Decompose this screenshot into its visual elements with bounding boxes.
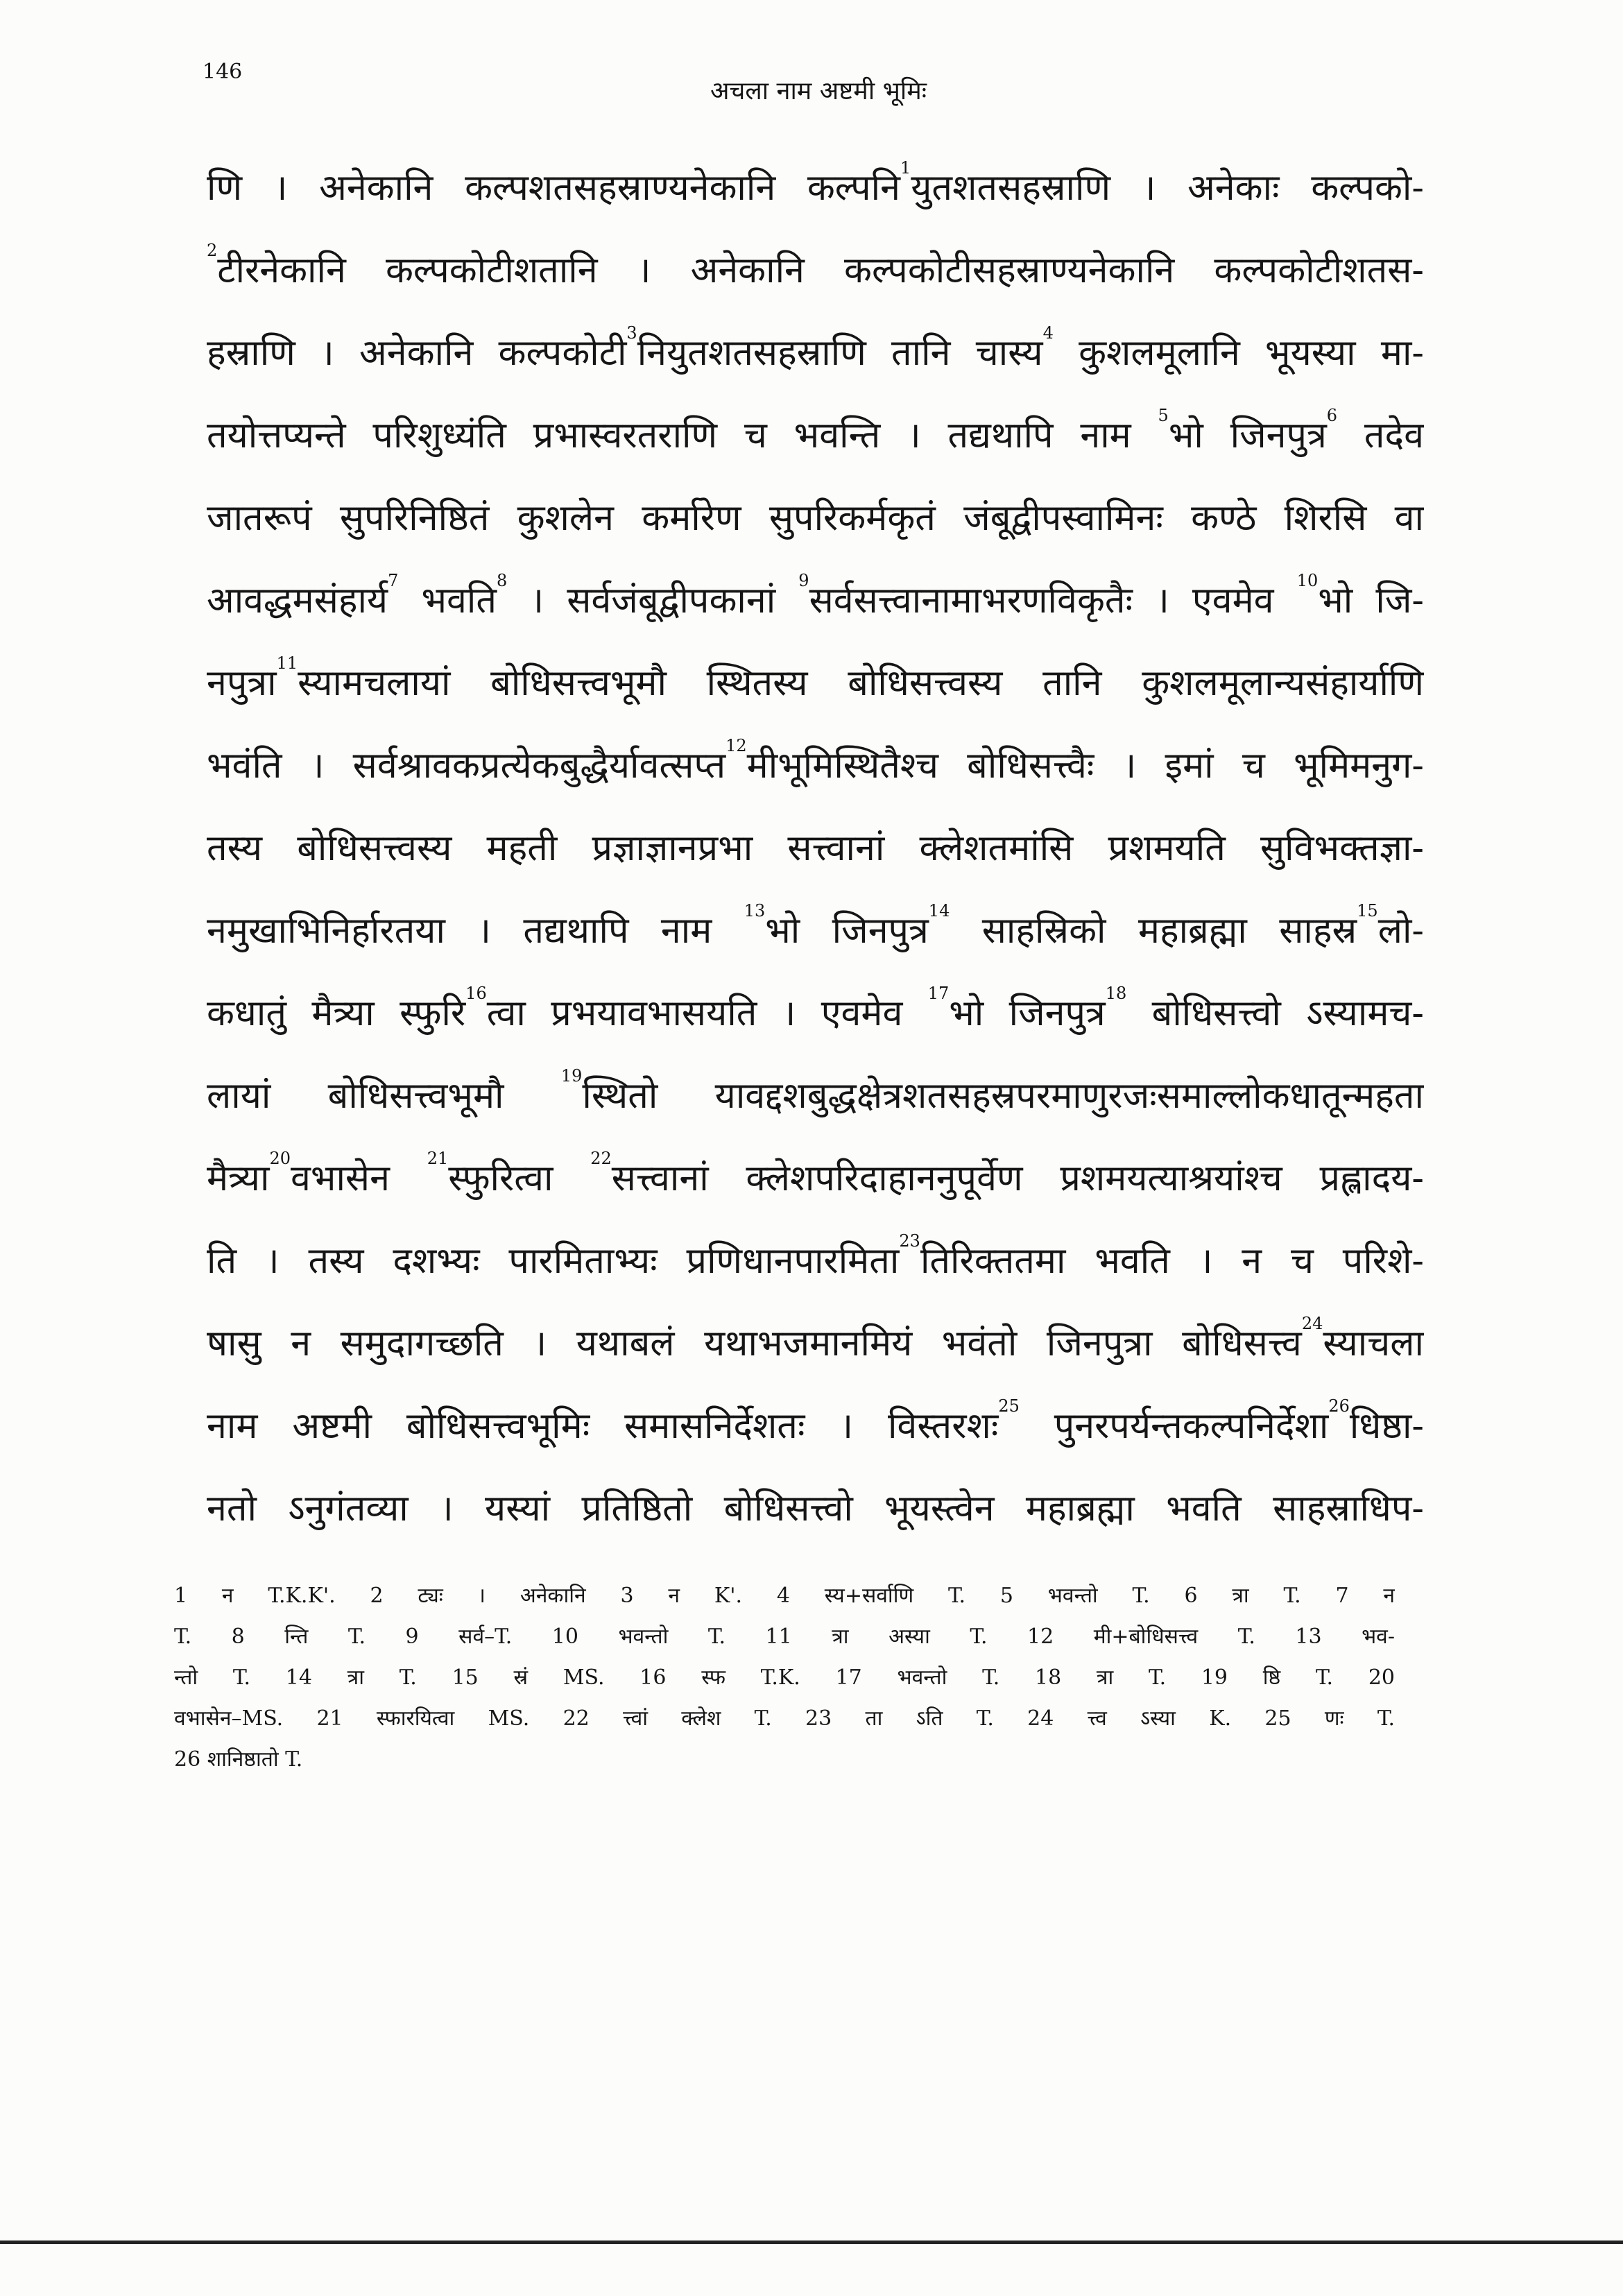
text-segment: साहस्रिको महाब्रह्मा साहस्र [950, 910, 1357, 952]
text-segment: मैत्र्या [207, 1158, 270, 1199]
footnote-marker: 24 [1301, 1314, 1323, 1333]
text-segment: नतो ऽनुगंतव्या । यस्यां प्रतिष्ठितो बोधिसत्त्वो भूयस्त्वेन महाब्रह्मा भवति साहस्राधिप- [207, 1488, 1424, 1530]
text-segment: कुशलमूलानि भूयस्या मा- [1053, 332, 1424, 374]
text-segment: लो- [1377, 910, 1424, 952]
footnote-marker: 13 [744, 901, 766, 920]
text-segment: भो जिनपुत्र [949, 993, 1106, 1034]
text-segment: जातरूपं सुपरिनिष्ठितं कुशलेन कर्मारेण सुपरिकर्मकृतं जंबूद्वीपस्वामिनः कण्ठे शिरसि वा [207, 497, 1424, 539]
footnote-marker: 26 [1328, 1396, 1350, 1416]
text-line [207, 477, 1424, 560]
text-segment: नाम अष्टमी बोधिसत्त्वभूमिः समासनिर्देशतः । विस्तरशः [207, 1405, 999, 1447]
text-segment: तिरिक्ततमा भवति । न च परिशे- [920, 1240, 1424, 1282]
text-line [207, 1468, 1424, 1550]
footnote-marker: 20 [269, 1149, 291, 1168]
text-segment: नपुत्रा [207, 662, 277, 704]
text-line [207, 725, 1424, 807]
text-segment: नियुतशतसहस्राणि तानि चास्य [637, 332, 1043, 374]
footnote-marker: 21 [427, 1149, 449, 1168]
text-segment: त्वा प्रभयावभासयति । एवमेव [486, 993, 928, 1034]
footnote-marker: 17 [927, 984, 950, 1003]
footnote-marker: 18 [1105, 984, 1127, 1003]
text-segment: आवद्धमसंहार्य [207, 580, 388, 622]
text-line [207, 230, 1424, 312]
text-segment: सत्त्वानां क्लेशपरिदाहाननुपूर्वेण प्रशमयत्याश्रयांश्च प्रह्लादय- [611, 1158, 1424, 1199]
text-line [207, 1055, 1424, 1138]
text-segment: तयोत्तप्यन्ते परिशुध्यंति प्रभास्वरतराणि च भवन्ति । तद्यथापि नाम [207, 415, 1158, 456]
text-line [207, 1138, 1424, 1220]
text-segment: । सर्वजंबूद्वीपकानां [507, 580, 799, 622]
footnote-marker: 6 [1326, 406, 1338, 425]
text-line [207, 312, 1424, 395]
text-segment: स्फुरित्वा [448, 1158, 591, 1199]
footnotes [174, 1575, 1395, 1780]
footnote-line: न्तो T. 14 त्रा T. 15 स्रं MS. 16 स्फ T.K. 17 भवन्तो T. 18 त्रा T. 19 ष्ठि T. 20 [174, 1665, 1395, 1690]
text-line [207, 395, 1424, 477]
text-segment: षासु न समुदागच्छति । यथाबलं यथाभजमानमियं भवंतो जिनपुत्रा बोधिसत्त्व [207, 1323, 1302, 1364]
text-segment: तदेव [1337, 415, 1424, 456]
text-segment: भवंति । सर्वश्रावकप्रत्येकबुद्धैर्यावत्सप्त [207, 745, 726, 787]
page-number: 146 [203, 60, 243, 84]
footnote-marker: 23 [899, 1231, 920, 1251]
text-line [207, 1220, 1424, 1303]
text-segment: मीभूमिस्थितैश्च बोधिसत्त्वैः । इमां च भूमिमनुग- [746, 745, 1424, 787]
text-segment: लायां बोधिसत्त्वभूमौ [207, 1075, 561, 1117]
text-segment: धिष्ठा- [1349, 1405, 1424, 1447]
text-segment: स्याचला [1323, 1323, 1424, 1364]
footnote-marker: 3 [626, 323, 637, 343]
text-segment: भो जिनपुत्र [765, 910, 929, 952]
footnote-marker: 22 [590, 1149, 612, 1168]
footnote-marker: 2 [207, 241, 218, 260]
text-segment: बोधिसत्त्वो ऽस्यामच- [1126, 993, 1424, 1034]
bottom-rule [0, 2241, 1623, 2244]
text-segment: नमुखाभिनिर्हारतया । तद्यथापि नाम [207, 910, 744, 952]
text-segment: स्यामचलायां बोधिसत्त्वभूमौ स्थितस्य बोधिसत्त्वस्य तानि कुशलमूलान्यसंहार्याणि [298, 662, 1424, 704]
text-segment: भो जि- [1318, 580, 1424, 622]
footnote-marker: 10 [1296, 571, 1319, 590]
footnote-marker: 4 [1042, 323, 1054, 343]
footnote-marker: 11 [276, 653, 298, 673]
footnote-marker: 12 [725, 736, 747, 755]
footnote-marker: 9 [798, 571, 809, 590]
footnote-marker: 5 [1158, 406, 1169, 425]
footnote-line: 1 न T.K.K'. 2 ट्यः । अनेकानि 3 न K'. 4 स्य+सर्वाणि T. 5 भवन्तो T. 6 त्रा T. 7 न [174, 1584, 1395, 1608]
text-segment: भवति [398, 580, 497, 622]
text-line [207, 642, 1424, 725]
text-segment: हस्राणि । अनेकानि कल्पकोटी [207, 332, 627, 374]
main-text [207, 147, 1424, 1550]
footnote-marker: 8 [497, 571, 508, 590]
text-segment: ति । तस्य दशभ्यः पारमिताभ्यः प्रणिधानपारमिता [207, 1240, 900, 1282]
text-line [207, 147, 1424, 230]
text-line [207, 1385, 1424, 1468]
footnote-marker: 16 [465, 984, 487, 1003]
footnote-line: T. 8 न्ति T. 9 सर्व–T. 10 भवन्तो T. 11 त्रा अस्या T. 12 मी+बोधिसत्त्व T. 13 भव- [174, 1625, 1395, 1649]
running-title: अचला नाम अष्टमी भूमिः [710, 77, 927, 105]
text-segment: भो जिनपुत्र [1168, 415, 1327, 456]
text-segment: तस्य बोधिसत्त्वस्य महती प्रज्ञाज्ञानप्रभा सत्त्वानां क्लेशतमांसि प्रशमयति सुविभक्तज्ञा- [207, 828, 1424, 869]
footnote-marker: 15 [1357, 901, 1378, 920]
text-segment: णि । अनेकानि कल्पशतसहस्राण्यनेकानि कल्पनि [207, 167, 900, 209]
footnote-marker: 1 [900, 158, 911, 178]
text-segment: स्थितो यावद्दशबुद्धक्षेत्रशतसहस्रपरमाणुरजःसमाल्लोकधातून्महता [582, 1075, 1424, 1117]
text-line [207, 890, 1424, 973]
text-segment: सर्वसत्त्वानामाभरणविकृतैः । एवमेव [809, 580, 1297, 622]
footnote-marker: 14 [928, 901, 950, 920]
footnote-marker: 7 [388, 571, 399, 590]
text-segment: पुनरपर्यन्तकल्पनिर्देशा [1019, 1405, 1329, 1447]
text-segment: वभासेन [290, 1158, 427, 1199]
footnote-marker: 25 [998, 1396, 1020, 1416]
text-line [207, 973, 1424, 1055]
text-segment: टीरनेकानि कल्पकोटीशतानि । अनेकानि कल्पकोटीसहस्राण्यनेकानि कल्पकोटीशतस- [217, 250, 1424, 291]
footnote-marker: 19 [560, 1066, 583, 1086]
footnote-line: वभासेन–MS. 21 स्फारयित्वा MS. 22 त्त्वां क्लेश T. 23 ता ऽति T. 24 त्त्व ऽस्या K. 25 णः T. [174, 1706, 1395, 1731]
text-line [207, 1303, 1424, 1385]
text-segment: कधातुं मैत्र्या स्फुरि [207, 993, 466, 1034]
text-line [207, 807, 1424, 890]
footnote-line: 26 शानिष्ठातो T. [174, 1747, 303, 1772]
text-line [207, 560, 1424, 642]
text-segment: युतशतसहस्राणि । अनेकाः कल्पको- [911, 167, 1424, 209]
